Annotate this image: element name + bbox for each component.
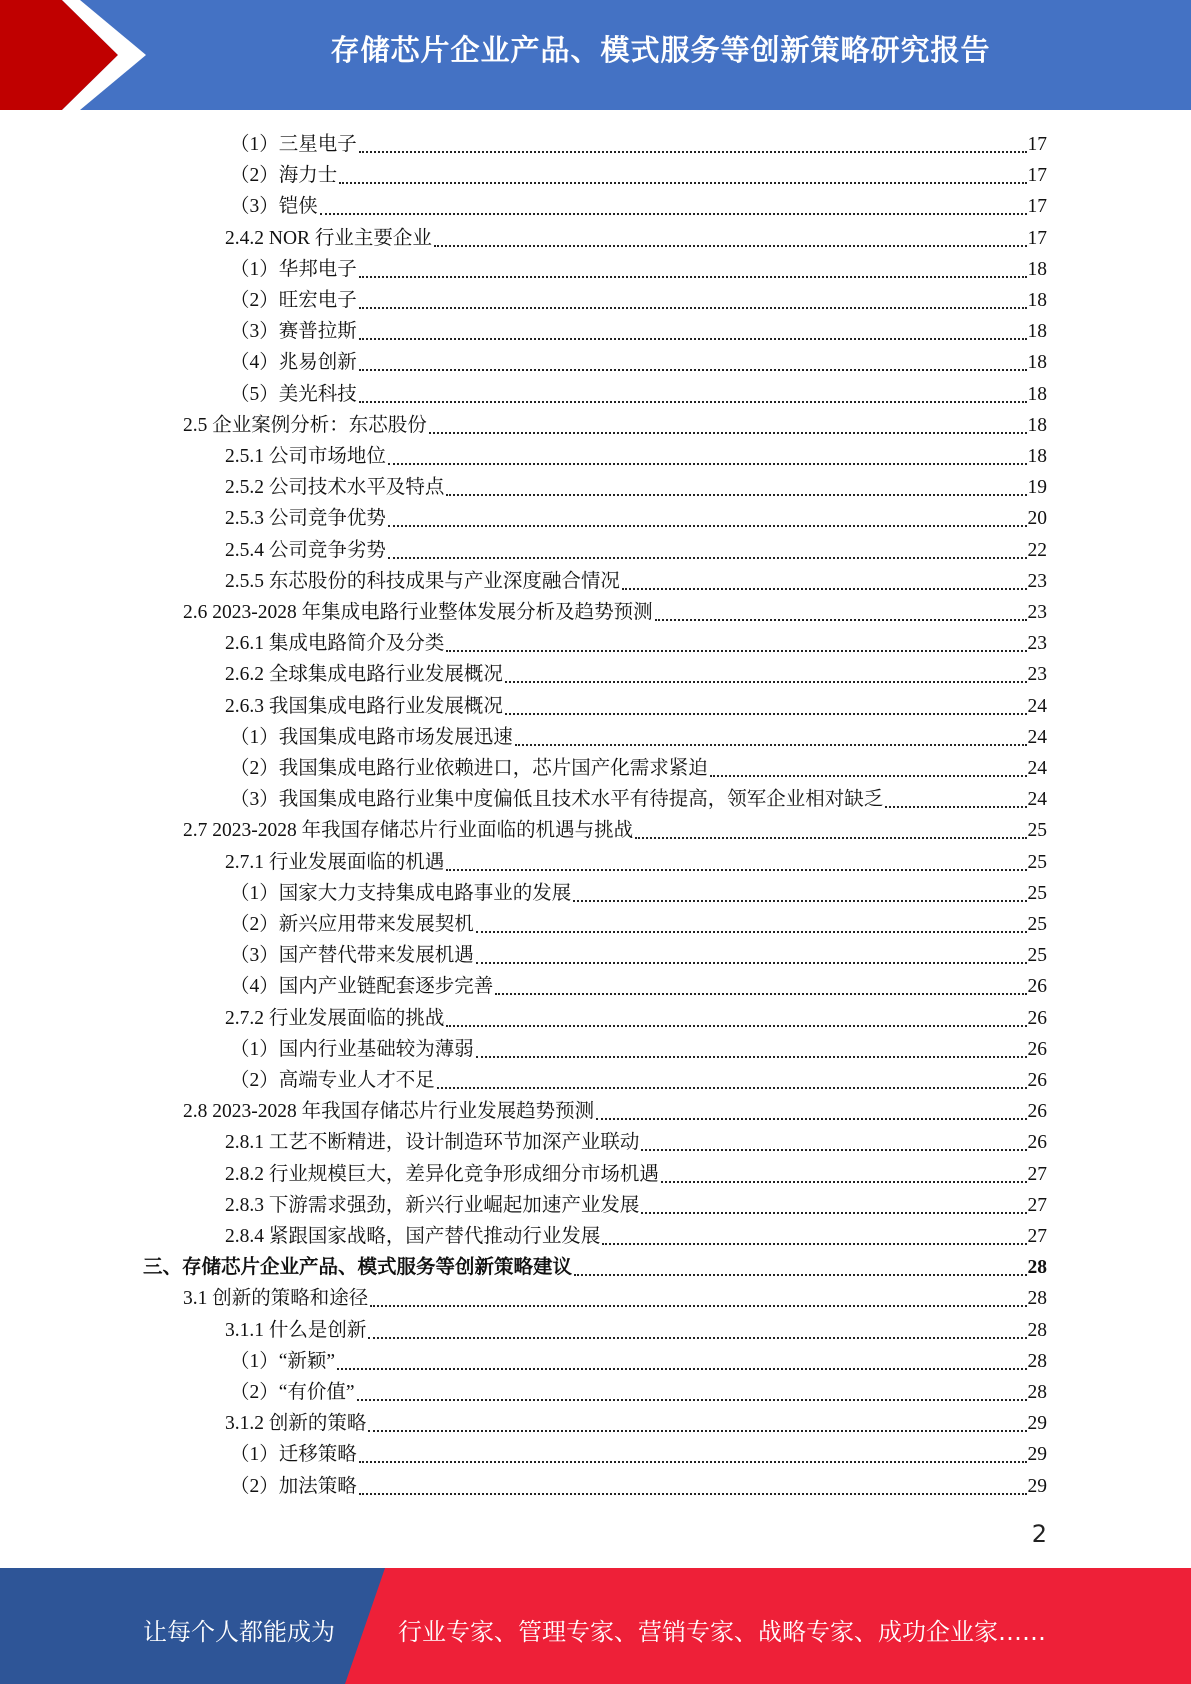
toc-entry-title: 2.8.3 下游需求强劲，新兴行业崛起加速产业发展 <box>225 1194 640 1216</box>
toc-leader-dots <box>505 681 1027 683</box>
toc-entry-title: 2.6.2 全球集成电路行业发展概况 <box>225 664 503 686</box>
toc-leader-dots <box>359 1493 1027 1495</box>
toc-leader-dots <box>370 1305 1026 1307</box>
toc-leader-dots <box>602 1243 1026 1245</box>
toc-leader-dots <box>388 463 1027 465</box>
toc-leader-dots <box>357 1399 1027 1401</box>
toc-leader-dots <box>359 307 1027 309</box>
toc-entry-page: 18 <box>1027 321 1047 343</box>
toc-entry-title: （2）旺宏电子 <box>230 290 357 311</box>
toc-entry-title: （4）兆易创新 <box>230 352 357 374</box>
header-title: 存储芯片企业产品、模式服务等创新策略研究报告 <box>330 33 991 67</box>
toc-entry[interactable] <box>225 1125 1047 1156</box>
toc-entry[interactable] <box>230 314 1047 345</box>
toc-entry-title: （1）我国集成电路市场发展迅速 <box>230 726 513 748</box>
toc-entry[interactable] <box>225 1188 1047 1219</box>
toc-entry[interactable] <box>230 189 1047 220</box>
toc-leader-dots <box>437 1087 1027 1089</box>
toc-entry[interactable] <box>230 751 1047 782</box>
toc-entry[interactable] <box>225 1157 1047 1188</box>
toc-entry-title: 2.8.2 行业规模巨大，差异化竞争形成细分市场机遇 <box>225 1163 659 1185</box>
toc-leader-dots <box>388 525 1027 527</box>
toc-entry-page: 26 <box>1027 1132 1047 1154</box>
toc-entry-page: 28 <box>1027 1257 1047 1279</box>
toc-entry[interactable] <box>230 1032 1047 1063</box>
toc-entry-title: （1）国内行业基础较为薄弱 <box>230 1038 474 1060</box>
toc-leader-dots <box>368 1337 1026 1339</box>
toc-entry-page: 26 <box>1027 1007 1047 1029</box>
toc-entry-page: 25 <box>1027 945 1047 967</box>
toc-entry-page: 18 <box>1027 383 1047 405</box>
toc-entry-page: 17 <box>1027 196 1047 218</box>
toc-entry-title: 2.5.1 公司市场地位 <box>225 446 386 467</box>
toc-leader-dots <box>661 1181 1027 1183</box>
toc-entry-title: 3.1 创新的策略和途径 <box>183 1288 369 1310</box>
toc-entry[interactable] <box>230 1437 1047 1468</box>
toc-entry-title: （2）“有价值” <box>230 1382 355 1403</box>
toc-entry-title: 2.5.3 公司竞争优势 <box>225 508 386 530</box>
footer-slogan-left: 让每个人都能成为 <box>143 1618 335 1646</box>
toc-entry[interactable] <box>230 1469 1047 1500</box>
toc-entry-title: （3）国产替代带来发展机遇 <box>230 945 474 967</box>
toc-leader-dots <box>596 1118 1026 1120</box>
toc-leader-dots <box>573 900 1026 902</box>
toc-entry-title: 2.5.5 东芯股份的科技成果与产业深度融合情况 <box>225 570 620 592</box>
toc-entry-page: 25 <box>1027 914 1047 935</box>
toc-entry-page: 23 <box>1027 570 1047 592</box>
toc-entry-page: 17 <box>1027 165 1047 187</box>
toc-entry-page: 22 <box>1027 539 1047 561</box>
toc-entry-page: 26 <box>1027 1101 1047 1123</box>
toc-entry-page: 23 <box>1027 633 1047 655</box>
toc-entry-page: 18 <box>1027 414 1047 436</box>
toc-entry[interactable] <box>230 1344 1047 1375</box>
toc-leader-dots <box>359 369 1027 371</box>
toc-leader-dots <box>320 213 1027 215</box>
toc-entry[interactable] <box>225 439 1047 470</box>
toc-leader-dots <box>641 1149 1026 1151</box>
toc-leader-dots <box>476 962 1027 964</box>
toc-entry[interactable] <box>225 657 1047 688</box>
toc-leader-dots <box>359 338 1027 340</box>
toc-entry-page: 24 <box>1027 758 1047 779</box>
toc-entry-title: 2.4.2 NOR 行业主要企业 <box>225 227 432 249</box>
toc-entry[interactable] <box>225 501 1047 532</box>
toc-leader-dots <box>476 931 1027 933</box>
toc-entry-title: （5）美光科技 <box>230 383 357 405</box>
toc-leader-dots <box>446 1025 1026 1027</box>
page-footer <box>0 1568 1191 1684</box>
toc-entry[interactable] <box>230 283 1047 314</box>
toc-entry-title: 2.6.1 集成电路简介及分类 <box>225 633 445 655</box>
toc-entry-title: （1）华邦电子 <box>230 258 357 280</box>
toc-entry-page: 24 <box>1027 695 1047 717</box>
toc-leader-dots <box>359 276 1027 278</box>
toc-entry[interactable] <box>225 1313 1047 1344</box>
toc-entry[interactable] <box>230 720 1047 751</box>
page-header <box>0 0 1191 110</box>
toc-leader-dots <box>359 151 1027 153</box>
toc-entry-page: 24 <box>1027 789 1047 811</box>
toc-entry-title: （1）“新颖” <box>230 1350 336 1372</box>
toc-leader-dots <box>434 245 1027 247</box>
toc-entry[interactable] <box>230 158 1047 189</box>
toc-entry-page: 28 <box>1027 1319 1047 1341</box>
toc-entry[interactable] <box>230 1063 1047 1094</box>
toc-entry-page: 19 <box>1027 477 1047 499</box>
page-number: 2 <box>1031 1520 1047 1548</box>
toc-entry-page: 18 <box>1027 290 1047 311</box>
toc-entry-title: 2.7.1 行业发展面临的机遇 <box>225 851 445 873</box>
toc-entry-title: 三、存储芯片企业产品、模式服务等创新策略建议 <box>143 1257 573 1279</box>
toc-entry-title: （2）海力士 <box>230 165 338 187</box>
toc-entry-title: （3）赛普拉斯 <box>230 321 357 343</box>
toc-leader-dots <box>885 806 1026 808</box>
toc-entry-title: 2.5 企业案例分析：东芯股份 <box>183 414 427 436</box>
toc-entry[interactable] <box>230 938 1047 969</box>
toc-leader-dots <box>476 1056 1027 1058</box>
toc-entry-title: （1）迁移策略 <box>230 1444 357 1466</box>
toc-entry[interactable] <box>230 345 1047 376</box>
toc-entry-page: 29 <box>1027 1444 1047 1466</box>
toc-entry-page: 26 <box>1027 976 1047 998</box>
toc-entry-page: 18 <box>1027 352 1047 374</box>
toc-entry[interactable] <box>183 595 1047 626</box>
toc-entry[interactable] <box>183 408 1047 439</box>
toc-entry[interactable] <box>230 252 1047 283</box>
toc-entry[interactable] <box>230 969 1047 1000</box>
toc-entry-title: 2.8 2023-2028 年我国存储芯片行业发展趋势预测 <box>183 1101 595 1123</box>
toc-entry[interactable] <box>225 845 1047 876</box>
toc-entry-page: 29 <box>1027 1475 1047 1497</box>
toc-entry-title: 2.7 2023-2028 年我国存储芯片行业面临的机遇与挑战 <box>183 820 634 842</box>
toc-entry[interactable] <box>225 689 1047 720</box>
toc-leader-dots <box>429 432 1027 434</box>
toc-entry[interactable] <box>230 907 1047 938</box>
toc-entry[interactable] <box>230 127 1047 158</box>
toc-leader-dots <box>710 775 1027 777</box>
toc-entry-title: 2.6.3 我国集成电路行业发展概况 <box>225 695 503 717</box>
toc-entry-page: 24 <box>1027 726 1047 748</box>
toc-leader-dots <box>446 869 1026 871</box>
toc-entry[interactable] <box>183 1281 1047 1312</box>
toc-leader-dots <box>574 1274 1026 1276</box>
toc-entry[interactable] <box>225 1406 1047 1437</box>
toc-entry-page: 18 <box>1027 446 1047 467</box>
toc-entry-title: （1）国家大力支持集成电路事业的发展 <box>230 882 572 904</box>
toc-entry-title: 2.8.1 工艺不断精进，设计制造环节加深产业联动 <box>225 1132 640 1154</box>
toc-leader-dots <box>359 1461 1027 1463</box>
toc-entry-title: （1）三星电子 <box>230 134 357 155</box>
toc-entry-page: 29 <box>1027 1413 1047 1435</box>
toc-entry[interactable] <box>230 876 1047 907</box>
toc-leader-dots <box>641 1212 1026 1214</box>
toc-leader-dots <box>339 182 1026 184</box>
toc-entry-title: （3）我国集成电路行业集中度偏低且技术水平有待提高，领军企业相对缺乏 <box>230 789 884 811</box>
toc-entry-title: 2.5.2 公司技术水平及特点 <box>225 477 445 499</box>
toc-leader-dots <box>337 1368 1026 1370</box>
toc-entry-title: 3.1.1 什么是创新 <box>225 1319 367 1341</box>
toc-entry-page: 27 <box>1027 1226 1047 1247</box>
toc-entry-page: 18 <box>1027 258 1047 280</box>
toc-entry-page: 27 <box>1027 1194 1047 1216</box>
toc-leader-dots <box>495 993 1026 995</box>
toc-entry-title: 2.8.4 紧跟国家战略，国产替代推动行业发展 <box>225 1226 601 1247</box>
toc-entry-title: （3）铠侠 <box>230 196 318 218</box>
toc-leader-dots <box>515 744 1027 746</box>
toc-entry-page: 26 <box>1027 1070 1047 1091</box>
toc-entry-page: 25 <box>1027 882 1047 904</box>
toc-leader-dots <box>359 401 1027 403</box>
toc-entry-page: 27 <box>1027 1163 1047 1185</box>
toc-leader-dots <box>505 713 1027 715</box>
toc-entry[interactable] <box>183 813 1047 844</box>
toc-entry-page: 25 <box>1027 851 1047 873</box>
toc-entry[interactable] <box>230 377 1047 408</box>
toc-leader-dots <box>368 1430 1026 1432</box>
toc-entry[interactable] <box>225 533 1047 564</box>
toc-entry-title: （2）加法策略 <box>230 1475 357 1497</box>
toc-entry-title: （2）高端专业人才不足 <box>230 1070 435 1091</box>
footer-slogan-right: 行业专家、管理专家、营销专家、战略专家、成功企业家…… <box>398 1618 1046 1646</box>
toc-entry-page: 28 <box>1027 1350 1047 1372</box>
toc-entry-title: 2.7.2 行业发展面临的挑战 <box>225 1007 445 1029</box>
toc-entry[interactable] <box>143 1250 1047 1281</box>
toc-leader-dots <box>622 588 1027 590</box>
toc-leader-dots <box>655 619 1027 621</box>
toc-entry-page: 28 <box>1027 1382 1047 1403</box>
toc-entry[interactable] <box>183 1094 1047 1125</box>
toc-leader-dots <box>446 494 1026 496</box>
toc-entry-page: 25 <box>1027 820 1047 842</box>
toc-entry-page: 28 <box>1027 1288 1047 1310</box>
toc-entry-page: 20 <box>1027 508 1047 530</box>
toc-entry[interactable] <box>225 221 1047 252</box>
toc-entry-page: 17 <box>1027 227 1047 249</box>
toc-entry-title: （2）新兴应用带来发展契机 <box>230 914 474 935</box>
toc-entry[interactable] <box>225 626 1047 657</box>
toc-entry[interactable] <box>230 1375 1047 1406</box>
toc-entry-title: 3.1.2 创新的策略 <box>225 1413 367 1435</box>
toc-entry[interactable] <box>225 1001 1047 1032</box>
toc-entry[interactable] <box>225 564 1047 595</box>
toc-entry-title: （2）我国集成电路行业依赖进口，芯片国产化需求紧迫 <box>230 758 708 779</box>
toc-leader-dots <box>388 557 1027 559</box>
toc-entry[interactable] <box>225 470 1047 501</box>
toc-entry-page: 23 <box>1027 664 1047 686</box>
toc-entry-title: （4）国内产业链配套逐步完善 <box>230 976 494 998</box>
toc-entry-page: 17 <box>1027 134 1047 155</box>
toc-leader-dots <box>446 650 1026 652</box>
toc-entry-title: 2.5.4 公司竞争劣势 <box>225 539 386 561</box>
toc-entry[interactable] <box>225 1219 1047 1250</box>
toc-leader-dots <box>635 837 1026 839</box>
toc-entry-page: 26 <box>1027 1038 1047 1060</box>
toc-entry-page: 23 <box>1027 602 1047 623</box>
toc-entry[interactable] <box>230 782 1047 813</box>
toc-entry-title: 2.6 2023-2028 年集成电路行业整体发展分析及趋势预测 <box>183 602 653 623</box>
